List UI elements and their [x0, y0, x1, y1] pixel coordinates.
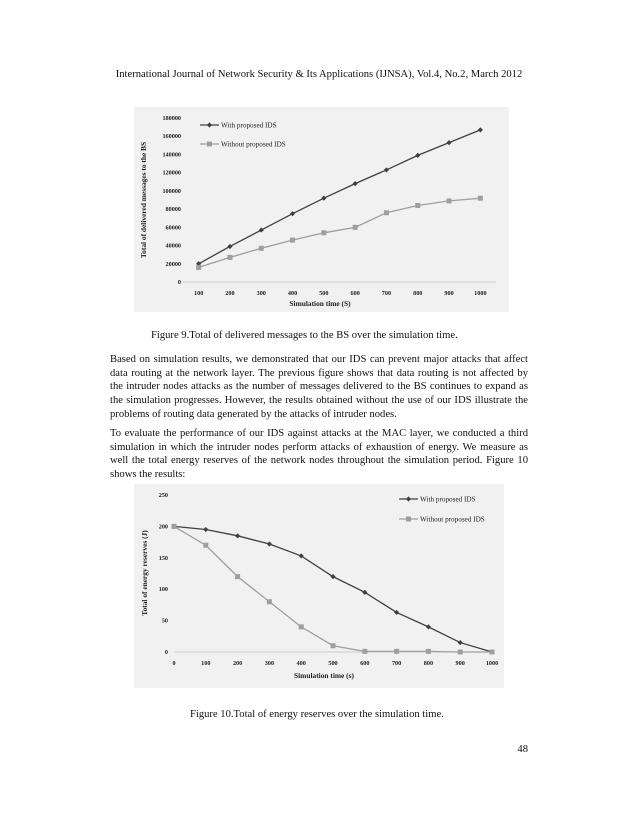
- energy-reserves-chart: [134, 484, 504, 688]
- data-point: [446, 140, 451, 145]
- data-point: [415, 153, 420, 158]
- data-point: [353, 225, 358, 230]
- y-tick-label: 140000: [162, 151, 181, 159]
- x-tick-label: 400: [287, 290, 298, 297]
- y-axis-title: Total of energy reserves (J): [140, 530, 149, 616]
- x-tick-label: 200: [225, 290, 235, 297]
- x-tick-label: 600: [360, 660, 370, 667]
- data-point: [362, 649, 367, 654]
- data-point: [227, 255, 232, 260]
- data-point: [426, 649, 431, 654]
- paragraph-mac-evaluation: To evaluate the performance of our IDS against attacks at the MAC layer, we conducted a third simulation in which the intruder nodes perform attacks of exhaustion of energy. We measure as well the total energy reserves of the network nodes throughout the simulation period. Figure 10 shows the results:: [110, 428, 528, 481]
- series-line: [174, 526, 492, 652]
- y-tick-label: 0: [164, 649, 168, 656]
- x-axis-title: Simulation time (S): [289, 299, 351, 308]
- legend-marker: [207, 122, 212, 127]
- data-point: [227, 244, 232, 249]
- data-point: [447, 198, 452, 203]
- x-tick-label: 800: [423, 660, 434, 667]
- y-tick-label: 150: [158, 554, 168, 562]
- y-tick-label: 20000: [165, 260, 181, 268]
- data-point: [415, 203, 420, 208]
- figure-10-chart: [134, 484, 504, 688]
- data-point: [172, 524, 177, 529]
- x-tick-label: 100: [201, 660, 211, 667]
- data-point: [353, 181, 358, 186]
- y-tick-label: 50: [161, 617, 168, 625]
- data-point: [458, 640, 463, 645]
- series-line: [199, 198, 481, 267]
- x-tick-label: 900: [444, 290, 454, 297]
- series-line: [199, 130, 481, 264]
- legend-label: Without proposed IDS: [420, 515, 485, 524]
- data-point: [478, 196, 483, 201]
- data-point: [290, 211, 295, 216]
- y-tick-label: 100: [158, 586, 168, 594]
- data-point: [235, 574, 240, 579]
- legend-marker: [207, 142, 212, 147]
- x-tick-label: 700: [391, 660, 402, 667]
- x-tick-label: 1000: [485, 660, 499, 667]
- data-point: [235, 533, 240, 538]
- x-tick-label: 300: [264, 660, 275, 667]
- page-number: 48: [517, 744, 528, 755]
- data-point: [394, 649, 399, 654]
- data-point: [426, 624, 431, 629]
- x-tick-label: 200: [232, 660, 243, 667]
- paragraph-results: Based on simulation results, we demonstrated that our IDS can prevent major attacks that affect data routing at the network layer. The previous figure shows that data routing is not affected by the intruder nodes attacks as the number of messages delivered to the BS continues to expand as the simulation progresses. However, the results obtained without the use of our IDS illustrate the problems of routing data generated by the attacks of intruder nodes.: [110, 354, 528, 420]
- x-tick-label: 700: [381, 290, 392, 297]
- data-point: [384, 167, 389, 172]
- delivered-messages-chart: [134, 107, 509, 312]
- x-axis-title: Simulation time (s): [294, 671, 354, 680]
- data-point: [490, 650, 495, 655]
- y-tick-label: 40000: [165, 242, 181, 250]
- legend-marker: [406, 517, 411, 522]
- y-tick-label: 180000: [162, 115, 181, 122]
- data-point: [478, 127, 483, 132]
- y-tick-label: 120000: [162, 169, 181, 177]
- legend-label: With proposed IDS: [221, 121, 277, 130]
- y-tick-label: 0: [177, 279, 181, 286]
- data-point: [331, 643, 336, 648]
- figure-9-chart: [134, 107, 509, 312]
- x-tick-label: 400: [296, 660, 306, 667]
- x-tick-label: 800: [413, 290, 423, 297]
- data-point: [203, 543, 208, 548]
- y-tick-label: 60000: [165, 224, 181, 232]
- journal-header: International Journal of Network Security & Its Applications (IJNSA), Vol.4, No.2, March 2012: [115, 69, 523, 80]
- data-point: [321, 230, 326, 235]
- data-point: [458, 650, 463, 655]
- legend-label: With proposed IDS: [420, 495, 476, 504]
- data-point: [290, 238, 295, 243]
- legend-marker: [406, 496, 411, 501]
- x-tick-label: 500: [328, 660, 338, 667]
- data-point: [259, 227, 264, 232]
- x-tick-label: 600: [350, 290, 360, 297]
- y-tick-label: 100000: [162, 187, 181, 195]
- figure-10-caption: Figure 10.Total of energy reserves over the simulation time.: [190, 709, 444, 720]
- x-tick-label: 900: [455, 660, 465, 667]
- data-point: [299, 624, 304, 629]
- series-line: [174, 526, 492, 652]
- data-point: [196, 265, 201, 270]
- y-tick-label: 160000: [162, 133, 181, 141]
- data-point: [203, 527, 208, 532]
- data-point: [259, 246, 264, 251]
- data-point: [267, 541, 272, 546]
- data-point: [321, 196, 326, 201]
- data-point: [384, 210, 389, 215]
- figure-9-caption: Figure 9.Total of delivered messages to the BS over the simulation time.: [151, 330, 458, 341]
- x-tick-label: 1000: [474, 290, 487, 297]
- x-tick-label: 300: [256, 290, 266, 297]
- x-tick-label: 0: [172, 660, 176, 667]
- y-axis-title: Total of delivered messages to the BS: [139, 141, 148, 259]
- legend-label: Without proposed IDS: [221, 140, 286, 149]
- y-tick-label: 80000: [165, 206, 181, 214]
- x-tick-label: 500: [319, 290, 329, 297]
- y-tick-label: 200: [158, 523, 168, 531]
- data-point: [267, 599, 272, 604]
- x-tick-label: 100: [194, 290, 204, 297]
- y-tick-label: 250: [158, 492, 168, 499]
